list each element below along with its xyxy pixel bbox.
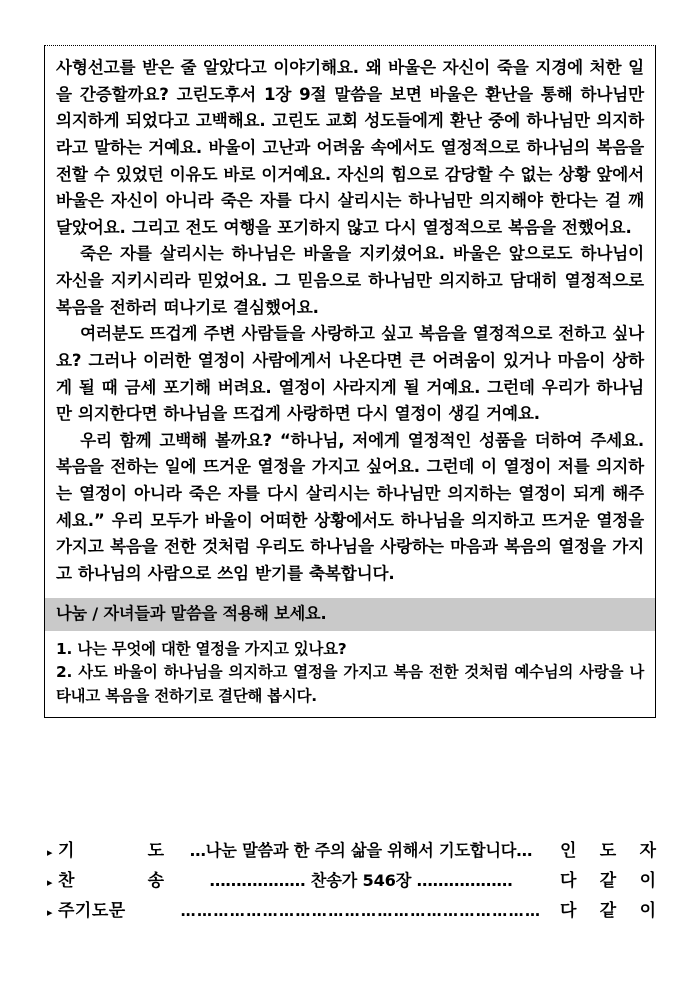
discussion-questions: [45, 631, 655, 717]
service-row-lords-prayer: [44, 896, 656, 926]
question-item-2: 2. 사도 바울이 하나님을 의지하고 열정을 가지고 복음 전한 것처럼 예수님의 사랑을 나타내고 복음을 전하기로 결단해 봅시다.: [56, 663, 644, 705]
service-actor-prayer-char-2: 도: [599, 841, 617, 861]
service-actor-prayer: [552, 836, 656, 866]
paragraph-4: 우리 함께 고백해 볼까요? “하나님, 저에게 열정적인 성품을 더하여 주세요. 복음을 전하는 일에 뜨거운 열정을 가지고 싶어요. 그런데 이 열정이 저를 의지하는 열정이 아니라 죽은 자를 다시 살리시는 하나님만 의지하는 열정이 되게 해주세요.” 우리 모두가 바울이 어떠한 상황에서도 하나님을 의지하고 뜨거운 열정을 가지고 복음을 전한 것처럼 우리도 하나님을 사랑하는 마음과 복음의 열정을 가지고 하나님의 사람으로 쓰임 받기를 축복합니다.: [56, 430, 644, 583]
service-actor-prayer-char-1: 인: [560, 841, 577, 861]
service-actor-lords-prayer-char-3: 이: [639, 901, 656, 921]
lesson-body: [45, 46, 655, 590]
service-label-prayer-char-2: 도: [147, 841, 164, 861]
service-actor-lords-prayer-char-1: 다: [560, 901, 577, 921]
lesson-content-box: [44, 45, 656, 718]
service-actor-hymn-char-3: 이: [639, 871, 656, 891]
service-actor-lords-prayer-char-2: 같: [599, 901, 617, 921]
service-label-lords-prayer-text: 주기도문: [58, 901, 126, 921]
service-label-hymn-char-1: 찬: [58, 871, 75, 891]
service-row-hymn: [44, 866, 656, 896]
service-label-prayer-char-1: 기: [58, 841, 75, 861]
service-detail-hymn: ……………… 찬송가 546장 ………………: [209, 871, 513, 890]
triangle-bullet-icon: ▸: [47, 876, 53, 889]
service-actor-hymn-char-1: 다: [560, 871, 577, 891]
triangle-bullet-icon: ▸: [47, 906, 53, 919]
question-item-1: 1. 나는 무엇에 대한 열정을 가지고 있나요?: [56, 639, 347, 658]
service-label-lords-prayer: [58, 896, 170, 926]
paragraph-1: 사형선고를 받은 줄 알았다고 이야기해요. 왜 바울은 자신이 죽을 지경에 처한 일을 간증할까요? 고린도후서 1장 9절 말씀을 보면 바울은 환난을 통해 하나님만 의지하게 되었다고 고백해요. 고린도 교회 성도들에게 환난 중에 하나님만 의지하라고 말하는 거예요. 바울이 고난과 어려움 속에서도 열정적으로 하나님의 복음을 전할 수 있었던 이유도 바로 이거예요. 자신의 힘으로 감당할 수 없는 상황 앞에서 바울은 자신이 아니라 죽은 자를 다시 살리시는 하나님만 의지해야 한다는 걸 깨달았어요. 그리고 전도 여행을 포기하지 않고 다시 열정적으로 복음을 전했어요.: [56, 58, 644, 237]
paragraph-3: 여러분도 뜨겁게 주변 사람들을 사랑하고 싶고 복음을 열정적으로 전하고 싶나요? 그러나 이러한 열정이 사람에게서 나온다면 큰 어려움이 있거나 마음이 상하게 될 때 금세 포기해 버려요. 열정이 사라지게 될 거예요. 그런데 우리가 하나님만 의지한다면 하나님을 뜨겁게 사랑하면 다시 열정이 생길 거예요.: [56, 324, 644, 424]
sharing-section-header: 나눔 / 자녀들과 말씀을 적용해 보세요.: [45, 598, 655, 631]
service-label-hymn: [58, 866, 170, 896]
paragraph-2: 죽은 자를 살리시는 하나님은 바울을 지키셨어요. 바울은 앞으로도 하나님이 자신을 지키시리라 믿었어요. 그 믿음으로 하나님만 의지하고 담대히 열정적으로 복음을 전하러 떠나기로 결심했어요.: [56, 244, 644, 317]
service-actor-hymn-char-2: 같: [599, 871, 617, 891]
service-actor-lords-prayer: [552, 896, 656, 926]
service-label-hymn-char-2: 송: [147, 871, 164, 891]
service-actor-hymn: [552, 866, 656, 896]
service-detail-prayer: …나눈 말씀과 한 주의 삶을 위해서 기도합니다…: [189, 841, 533, 860]
service-label-prayer: [58, 836, 170, 866]
triangle-bullet-icon: ▸: [47, 846, 53, 859]
order-of-service: [44, 836, 656, 926]
service-row-prayer: [44, 836, 656, 866]
service-actor-prayer-char-3: 자: [639, 841, 656, 861]
service-detail-lords-prayer: …………………………………………………………: [180, 902, 542, 920]
